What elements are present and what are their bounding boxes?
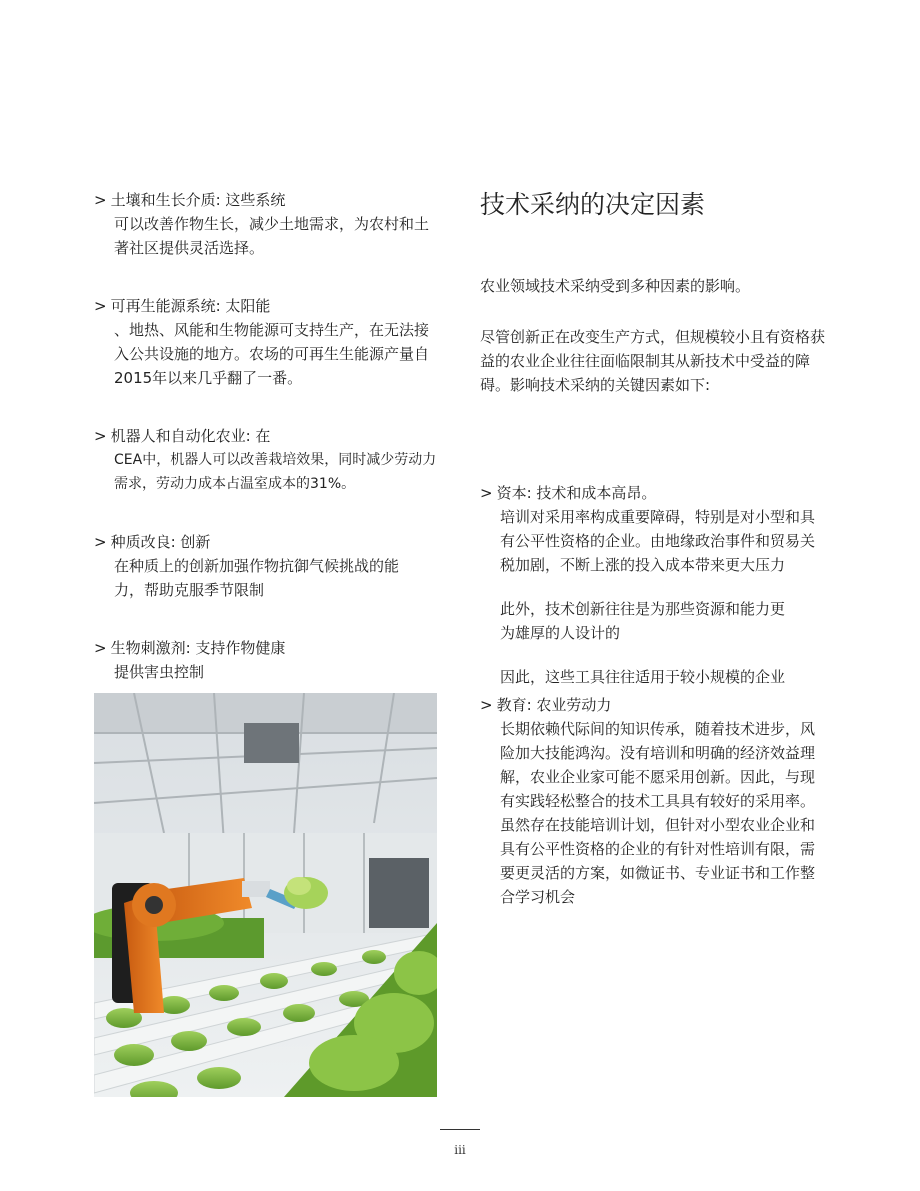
list-item (94, 188, 439, 260)
item-body: 在种质上的创新加强作物抗御气候挑战的能力，帮助克服季节限制 (114, 557, 400, 599)
item-body: 培训对采用率构成重要障碍，特别是对小型和具有公平性资格的企业。由地缘政治事件和贸易关税加剧，不断上涨的投入成本带来更大压力 (500, 508, 816, 574)
item-heading: 教育: 农业劳动力 (496, 696, 612, 714)
item-heading: 土壤和生长介质: 这些系统 (110, 191, 286, 209)
bullet-icon: > (94, 533, 107, 551)
intro-paragraph: 农业领域技术采纳受到多种因素的影响。 (480, 277, 751, 295)
greenhouse-robot-image (94, 693, 437, 1097)
bullet-icon: > (480, 484, 493, 502)
item-body: 、地热、风能和生物能源可支持生产，在无法接入公共设施的地方。农场的可再生生能源产量自2015年以来几乎翻了一番。 (114, 321, 430, 387)
page-number: iii (454, 1143, 466, 1157)
list-item (94, 636, 439, 684)
greenhouse-robot-photo (94, 693, 437, 1097)
bullet-icon: > (94, 639, 107, 657)
right-column (480, 188, 825, 909)
section-title: 技术采纳的决定因素 (480, 190, 706, 219)
list-item-education (480, 693, 825, 909)
list-item (94, 424, 439, 496)
list-item-capital (480, 481, 825, 689)
bullet-icon: > (94, 297, 107, 315)
item-body-extra: 因此，这些工具往往适用于较小规模的企业 (500, 668, 786, 686)
body-paragraph: 尽管创新正在改变生产方式，但规模较小且有资格获益的农业企业往往面临限制其从新技术中受益的障碍。影响技术采纳的关键因素如下: (480, 328, 826, 394)
left-column (94, 188, 439, 684)
bullet-icon: > (94, 427, 107, 445)
item-heading: 种质改良: 创新 (110, 533, 211, 551)
footer-divider (440, 1129, 480, 1130)
item-body-extra: 此外，技术创新往往是为那些资源和能力更为雄厚的人设计的 (500, 600, 786, 642)
list-item (94, 294, 439, 390)
item-heading: 可再生能源系统: 太阳能 (110, 297, 271, 315)
item-heading: 机器人和自动化农业: 在 (110, 427, 271, 445)
item-body: 提供害虫控制 (114, 663, 205, 681)
bullet-icon: > (480, 696, 493, 714)
item-heading: 资本: 技术和成本高昂。 (496, 484, 657, 502)
item-body: 可以改善作物生长，减少土地需求，为农村和土著社区提供灵活选择。 (114, 215, 430, 257)
list-item (94, 530, 439, 602)
item-heading: 生物刺激剂: 支持作物健康 (110, 639, 286, 657)
bullet-icon: > (94, 191, 107, 209)
item-body: CEA中，机器人可以改善栽培效果，同时减少劳动力需求，劳动力成本占温室成本的31%。 (114, 452, 437, 492)
item-body: 长期依赖代际间的知识传承，随着技术进步，风险加大技能鸿沟。没有培训和明确的经济效益理解，农业企业家可能不愿采用创新。因此，与现有实践轻松整合的技术工具具有较好的采用率。虽然存在技能培训计划，但针对小型农业企业和具有公平性资格的企业的有针对性培训有限，需要更灵活的方案，如微证书、专业证书和工作整合学习机会 (500, 720, 816, 906)
